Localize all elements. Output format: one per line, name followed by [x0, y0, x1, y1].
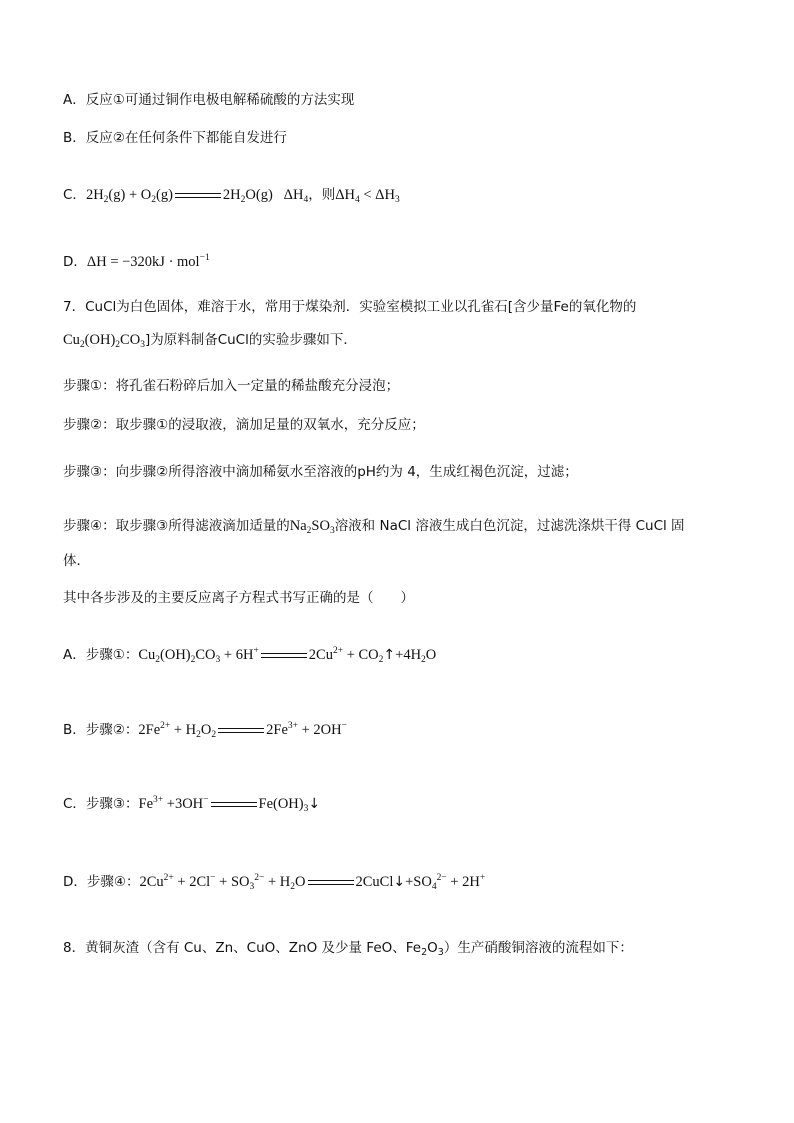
q7-step1: 步骤①：将孔雀石粉碎后加入一定量的稀盐酸充分浸泡；: [63, 378, 400, 394]
q7-option-d: D．步骤④：$2Cu^{2+} + 2Cl^- + SO_3^{2-} + H_2O$ $2CuCl↓+SO_4^{2-} + 2H^+$: [63, 873, 486, 892]
q8-text: 8．黄铜灰渣（含有 Cu、Zn、CuO、ZnO 及少量 FeO、$Fe_2O_3$）生产硝酸铜溶液的流程如下：: [63, 940, 633, 958]
q7-option-c: C．步骤③：$Fe^{3+} +3OH^-$ $Fe(OH)_3↓$: [63, 795, 321, 814]
option-6d: D．ΔH = −320kJ · mol$^{-1}$: [63, 253, 210, 270]
option-6b: B．反应②在任何条件下都能自发进行: [63, 130, 287, 146]
q7-intro-line2: $Cu_2(OH)_2CO_3$]为原料制备CuCl的实验步骤如下．: [63, 332, 357, 350]
q7-question: 其中各步涉及的主要反应离子方程式书写正确的是（ ）: [63, 590, 414, 606]
q7-step2: 步骤②：取步骤①的浸取液，滴加足量的双氧水，充分反应；: [63, 417, 425, 433]
option-6c: C．$2H_2(g) + O_2(g)$ $2H_2O(g)$ $\Delta H_4$，则$\Delta H_4 < \Delta H_3$: [63, 187, 400, 205]
q7-step4-line1: 步骤④：取步骤③所得滤液滴加适量的$Na_2SO_3$溶液和 NaCl 溶液生成白色沉淀，过滤洗涤烘干得 CuCl 固: [63, 518, 685, 536]
q7-option-b: B．步骤②：$2Fe^{2+} + H_2O_2$ $2Fe^{3+} + 2OH^-$: [63, 721, 347, 740]
q7-option-a: A．步骤①：$Cu_2(OH)_2CO_3 + 6H^+$ $2Cu^{2+}$ + $CO_2↑+4H_2O$: [63, 646, 437, 665]
q7-intro-line1: 7．CuCl为白色固体，难溶于水，常用于煤染剂．实验室模拟工业以孔雀石[含少量Fe的氧化物的: [63, 299, 637, 315]
q7-step3: 步骤③：向步骤②所得溶液中滴加稀氨水至溶液的pH约为 4，生成红褐色沉淀，过滤；: [63, 464, 578, 480]
option-6a: A．反应①可通过铜作电极电解稀硫酸的方法实现: [63, 92, 355, 108]
q7-step4-line2: 体．: [63, 553, 90, 569]
